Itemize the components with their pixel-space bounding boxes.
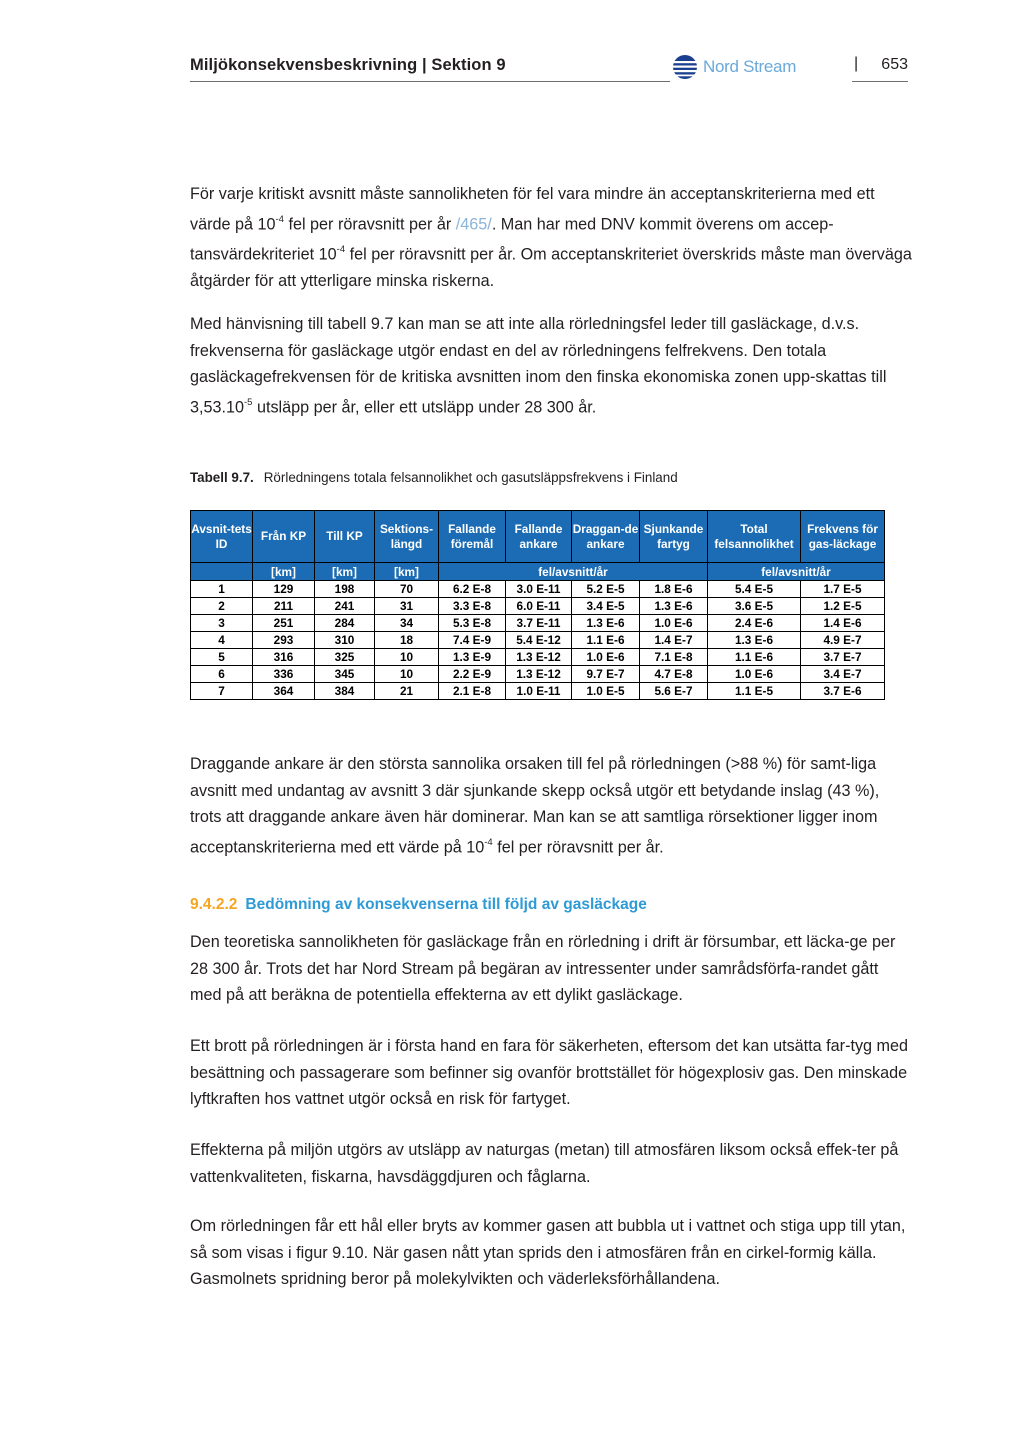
- table-cell: 1.3 E-6: [708, 632, 801, 649]
- paragraph: Om rörledningen får ett hål eller bryts av kommer gasen att bubbla ut i vattnet och stiga upp till ytan, så som visas i figur 9.10. När gasen nått ytan sprids den i atmosfären från en cirkel-formig källa. Gasmolnets spridning beror på molekylvikten och väderleksförhållandena.: [190, 1217, 906, 1289]
- unit-cell: fel/avsnitt/år: [708, 563, 885, 581]
- unit-cell: [km]: [253, 563, 315, 581]
- table-cell: 31: [375, 598, 439, 615]
- page-number: 653: [881, 56, 908, 73]
- table-cell: 1.0 E-11: [506, 683, 572, 700]
- header-rule: [852, 81, 908, 82]
- table-cell: 34: [375, 615, 439, 632]
- table-units-row: [191, 563, 885, 581]
- table-cell: 9.7 E-7: [572, 666, 640, 683]
- table-cell: 10: [375, 666, 439, 683]
- globe-icon: [672, 54, 698, 80]
- table-cell: 384: [315, 683, 375, 700]
- table-cell: 1.3 E-9: [439, 649, 506, 666]
- column-header: Sjunkande fartyg: [640, 511, 708, 563]
- table-cell: 1.4 E-6: [801, 615, 885, 632]
- table-cell: 5.2 E-5: [572, 581, 640, 598]
- table-cell: 2.2 E-9: [439, 666, 506, 683]
- table-cell: 3.7 E-6: [801, 683, 885, 700]
- table-cell: 3.0 E-11: [506, 581, 572, 598]
- table-cell: 6: [191, 666, 253, 683]
- table-cell: 5: [191, 649, 253, 666]
- table-cell: 1.4 E-7: [640, 632, 708, 649]
- unit-cell: [km]: [375, 563, 439, 581]
- header-rule: [190, 81, 670, 82]
- paragraph: Med hänvisning till tabell 9.7 kan man se att inte alla rörledningsfel leder till gasläckage, d.v.s. frekvenserna för gasläckage utgör endast en del av rörledningens felfrekvens. Den totala gasläckagefrekvensen för de kritiska avsnitten inom den finska ekonomiska zonen upp-skattas till $3,53.10^{-5}$ utsläpp per år, eller ett utsläpp under 28 300 år.: [190, 315, 887, 417]
- table-cell: 1.0 E-5: [572, 683, 640, 700]
- section-title: Bedömning av konsekvenserna till följd av gasläckage: [245, 896, 647, 913]
- table-cell: 251: [253, 615, 315, 632]
- table-cell: 310: [315, 632, 375, 649]
- column-header: Fallande föremål: [439, 511, 506, 563]
- nord-stream-logo: [672, 54, 796, 80]
- table-cell: 3.6 E-5: [708, 598, 801, 615]
- table-cell: 345: [315, 666, 375, 683]
- table-cell: 70: [375, 581, 439, 598]
- table-cell: 336: [253, 666, 315, 683]
- table-header-row: [191, 511, 885, 563]
- column-header: Fallande ankare: [506, 511, 572, 563]
- paragraph: Draggande ankare är den största sannolika orsaken till fel på rörledningen (>88 %) för samt-liga avsnitt med undantag av avsnitt 3 där sjunkande skepp också utgör ett betydande inslag (43 %), trots att draggande ankare även här dominerar. Man kan se att samtliga rörsektioner ligger inom acceptanskriterierna med ett värde på $10^{-4}$ fel per röravsnitt per år.: [190, 755, 880, 857]
- table-cell: 198: [315, 581, 375, 598]
- paragraph: Effekterna på miljön utgörs av utsläpp av naturgas (metan) till atmosfären liksom också effek-ter på vattenkvaliteten, fiskarna, havsdäggdjuren och fåglarna.: [190, 1141, 899, 1186]
- column-header: Avsnit-tets ID: [191, 511, 253, 563]
- column-header: Draggan-de ankare: [572, 511, 640, 563]
- table-row: [191, 615, 885, 632]
- paragraph: Den teoretiska sannolikheten för gasläckage från en rörledning i drift är försumbar, ett läcka-ge per 28 300 år. Trots det har Nord Stream på begäran av intressenter under samrådsförfa-randet gått med på att beräkna de potentiella effekterna av ett dylikt gasläckage.: [190, 933, 896, 1005]
- table-cell: 1.0 E-6: [708, 666, 801, 683]
- table-cell: 4: [191, 632, 253, 649]
- table-row: [191, 581, 885, 598]
- table-cell: 2.1 E-8: [439, 683, 506, 700]
- column-header: Sektions-längd: [375, 511, 439, 563]
- table-cell: 316: [253, 649, 315, 666]
- table-cell: 211: [253, 598, 315, 615]
- table-cell: 1.1 E-6: [708, 649, 801, 666]
- table-cell: 1: [191, 581, 253, 598]
- table-cell: 3.4 E-7: [801, 666, 885, 683]
- table-cell: 1.3 E-12: [506, 649, 572, 666]
- column-header: Till KP: [315, 511, 375, 563]
- table-caption-text: Rörledningens totala felsannolikhet och gasutsläppsfrekvens i Finland: [263, 470, 678, 485]
- table-caption-label: Tabell 9.7.: [190, 470, 254, 485]
- table-cell: 1.0 E-6: [640, 615, 708, 632]
- table-cell: 1.2 E-5: [801, 598, 885, 615]
- reference-link[interactable]: /465/: [455, 214, 492, 233]
- table-cell: 3.4 E-5: [572, 598, 640, 615]
- table-cell: 1.8 E-6: [640, 581, 708, 598]
- table-cell: 7.4 E-9: [439, 632, 506, 649]
- table-cell: 21: [375, 683, 439, 700]
- column-header: Frekvens för gas-läckage: [801, 511, 885, 563]
- table-row: [191, 598, 885, 615]
- unit-cell: [191, 563, 253, 581]
- table-cell: 1.3 E-6: [640, 598, 708, 615]
- logo-text: Nord Stream: [703, 57, 797, 76]
- table-cell: 7: [191, 683, 253, 700]
- table-cell: 3.7 E-7: [801, 649, 885, 666]
- table-cell: 284: [315, 615, 375, 632]
- section-number: 9.4.2.2: [190, 896, 238, 913]
- column-header: Från KP: [253, 511, 315, 563]
- unit-cell: [km]: [315, 563, 375, 581]
- table-cell: 5.3 E-8: [439, 615, 506, 632]
- table-cell: 1.7 E-5: [801, 581, 885, 598]
- table-cell: 5.4 E-12: [506, 632, 572, 649]
- table-caption: [190, 470, 678, 485]
- table-cell: 1.3 E-12: [506, 666, 572, 683]
- table-cell: 7.1 E-8: [640, 649, 708, 666]
- table-cell: 4.9 E-7: [801, 632, 885, 649]
- table-cell: 364: [253, 683, 315, 700]
- table-cell: 325: [315, 649, 375, 666]
- table-cell: 1.1 E-5: [708, 683, 801, 700]
- column-header: Total felsannolikhet: [708, 511, 801, 563]
- page-header: [190, 54, 908, 84]
- table-cell: 6.0 E-11: [506, 598, 572, 615]
- table-cell: 5.6 E-7: [640, 683, 708, 700]
- table-cell: 129: [253, 581, 315, 598]
- table-row: [191, 632, 885, 649]
- table-cell: 18: [375, 632, 439, 649]
- table-cell: 3.7 E-11: [506, 615, 572, 632]
- table-row: [191, 683, 885, 700]
- table-cell: 2: [191, 598, 253, 615]
- section-heading: [190, 896, 647, 914]
- table-cell: 293: [253, 632, 315, 649]
- header-separator: |: [854, 55, 859, 72]
- paragraph: För varje kritiskt avsnitt måste sannolikheten för fel vara mindre än acceptanskriterierna med ett värde på $10^{-4}$ fel per röravsnitt per år /465/. Man har med DNV kommit överens om accep-tansvärdekriteriet $10^{-4}$ fel per röravsnitt per år. Om acceptanskriteriet överskrids måste man överväga åtgärder för att ytterligare minska riskerna.: [190, 185, 912, 290]
- paragraph: Ett brott på rörledningen är i första hand en fara för säkerheten, eftersom det kan utsätta far-tyg med besättning och passagerare som befinner sig ovanför brottstället för högexplosiv gas. Den minskade lyftkraften hos vattnet utgör också en risk för fartyget.: [190, 1037, 909, 1109]
- table-row: [191, 649, 885, 666]
- table-cell: 2.4 E-6: [708, 615, 801, 632]
- table-cell: 10: [375, 649, 439, 666]
- table-cell: 3.3 E-8: [439, 598, 506, 615]
- table-body: [191, 581, 885, 700]
- table-cell: 1.1 E-6: [572, 632, 640, 649]
- table-cell: 5.4 E-5: [708, 581, 801, 598]
- table-cell: 4.7 E-8: [640, 666, 708, 683]
- table-row: [191, 666, 885, 683]
- table-cell: 6.2 E-8: [439, 581, 506, 598]
- unit-cell: fel/avsnitt/år: [439, 563, 708, 581]
- table-cell: 241: [315, 598, 375, 615]
- failure-probability-table: [190, 510, 885, 700]
- table-cell: 1.3 E-6: [572, 615, 640, 632]
- table-cell: 3: [191, 615, 253, 632]
- table-cell: 1.0 E-6: [572, 649, 640, 666]
- document-title: Miljökonsekvensbeskrivning | Sektion 9: [190, 56, 506, 74]
